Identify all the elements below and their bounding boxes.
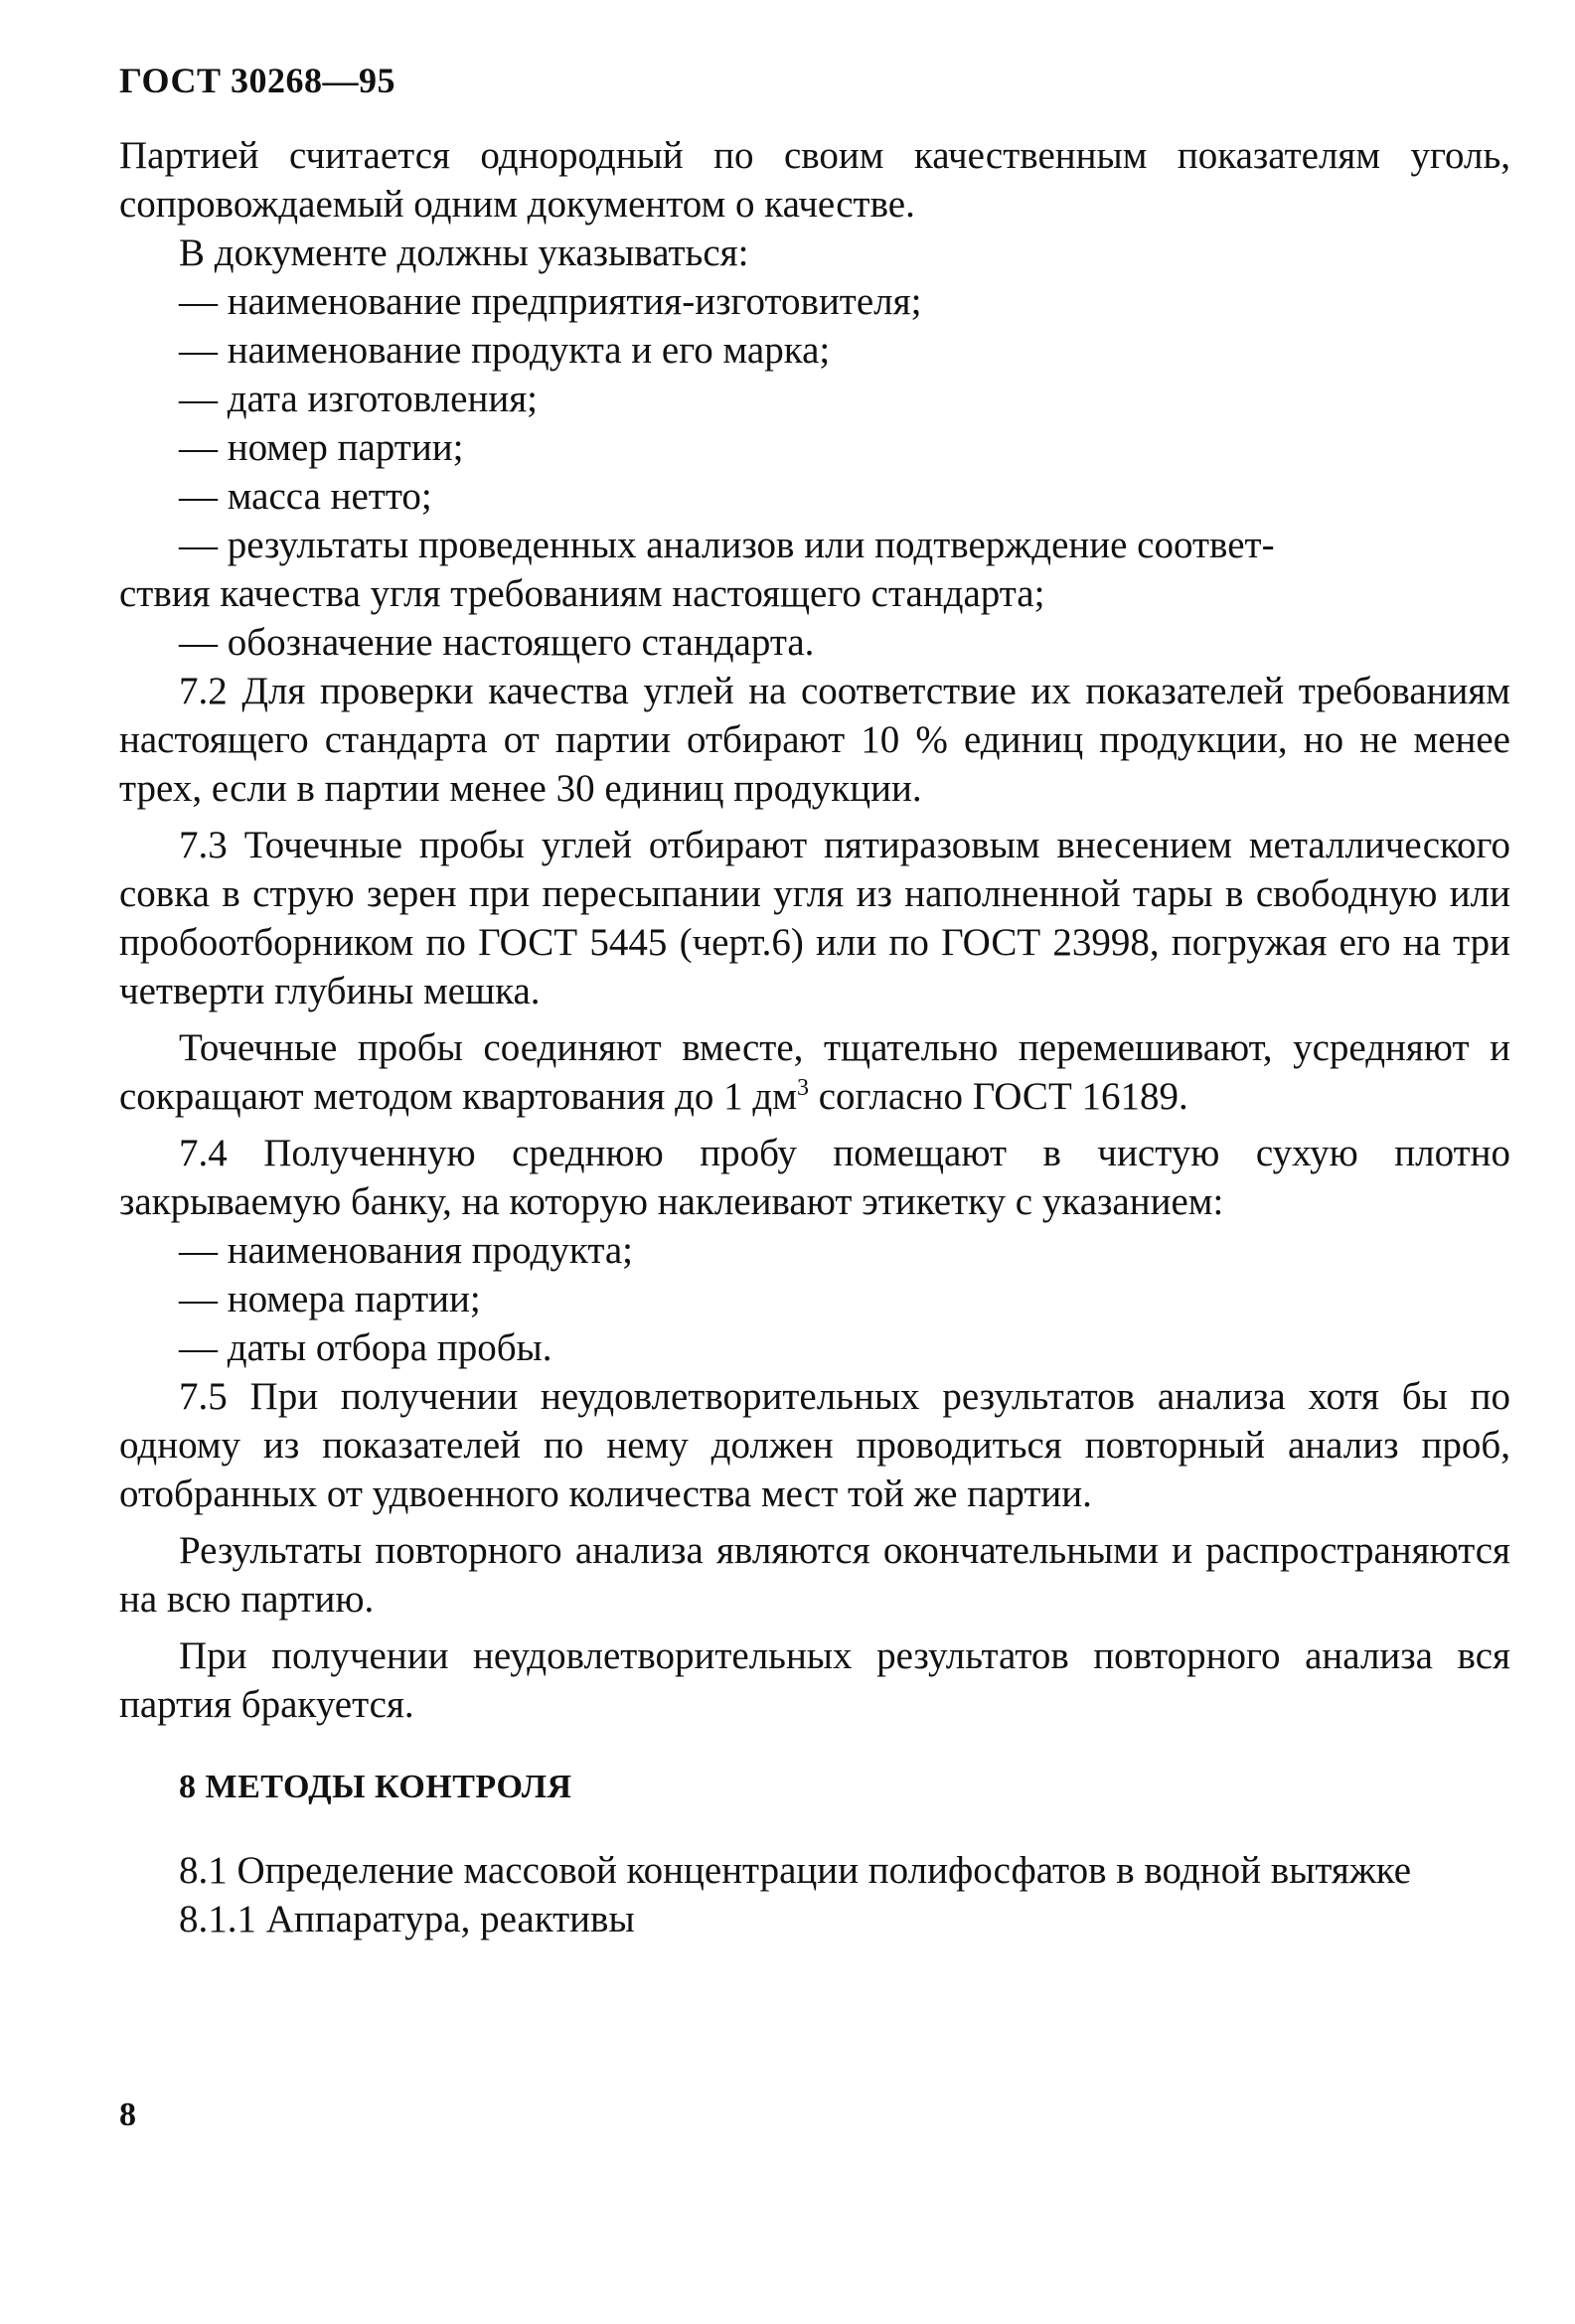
paragraph-7-3-continued-text: Точечные пробы соединяют вместе, тщательно перемешивают, усредняют и сокращают методом квартования до 1 дм: [119, 1026, 1510, 1118]
paragraph-7-3-continued-tail: согласно ГОСТ 16189.: [808, 1075, 1188, 1118]
paragraph-7-5-final-results: Результаты повторного анализа являются окончательными и распространяются на всю партию.: [119, 1529, 1510, 1621]
list-item: — даты отбора пробы.: [179, 1326, 552, 1369]
document-header: ГОСТ 30268—95: [119, 61, 395, 100]
list-item-wrapped-line-1: — результаты проведенных анализов или подтверждение соответ-: [179, 524, 1275, 566]
list-item: — наименования продукта;: [179, 1229, 633, 1272]
paragraph-7-5-rejection: При получении неудовлетворительных результатов повторного анализа вся партия бракуется.: [119, 1634, 1510, 1726]
paragraph-7-3-continued: [119, 1023, 1510, 1121]
paragraph-document-contents-intro: В документе должны указываться:: [179, 232, 749, 274]
paragraph-7-3: 7.3 Точечные пробы углей отбирают пятиразовым внесением металлического совка в струю зерен при пересыпании угля из наполненной тары в свободную или пробоотборником по ГОСТ 5445 (черт.6) или по ГОСТ 23998, погружая его на три четверти глубины мешка.: [119, 824, 1510, 1012]
list-item: — обозначение настоящего стандарта.: [179, 621, 815, 664]
list-item: — наименование предприятия-изготовителя;: [179, 280, 922, 323]
document-body: [119, 131, 1510, 1729]
list-item: — дата изготовления;: [179, 378, 538, 420]
superscript-cubic: 3: [796, 1075, 809, 1101]
page-number: 8: [119, 2096, 136, 2133]
paragraph-8-1-1: 8.1.1 Аппаратура, реактивы: [179, 1898, 635, 1940]
list-item: — номера партии;: [179, 1278, 481, 1320]
section-8-heading: 8 МЕТОДЫ КОНТРОЛЯ: [179, 1769, 572, 1805]
document-body-section-8: [119, 1846, 1510, 1943]
paragraph-7-4: 7.4 Полученную среднюю пробу помещают в чистую сухую плотно закрываемую банку, на которую наклеивают этикетку с указанием:: [119, 1132, 1510, 1223]
list-item-wrapped-line-2: ствия качества угля требованиям настоящего стандарта;: [119, 572, 1045, 615]
list-item: — масса нетто;: [179, 475, 432, 518]
list-item: — номер партии;: [179, 426, 464, 469]
paragraph-7-2: 7.2 Для проверки качества углей на соответствие их показателей требованиям настоящего стандарта от партии отбирают 10 % единиц продукции, но не менее трех, если в партии менее 30 единиц продукции.: [119, 670, 1510, 810]
document-page: [119, 60, 1510, 1943]
list-item: — наименование продукта и его марка;: [179, 329, 831, 372]
paragraph-lot-definition: Партией считается однородный по своим качественным показателям уголь, сопровождаемый одним документом о качестве.: [119, 134, 1510, 226]
paragraph-8-1: 8.1 Определение массовой концентрации полифосфатов в водной вытяжке: [179, 1849, 1412, 1892]
paragraph-7-5: 7.5 При получении неудовлетворительных результатов анализа хотя бы по одному из показателей по нему должен проводиться повторный анализ проб, отобранных от удвоенного количества мест той же партии.: [119, 1375, 1510, 1515]
